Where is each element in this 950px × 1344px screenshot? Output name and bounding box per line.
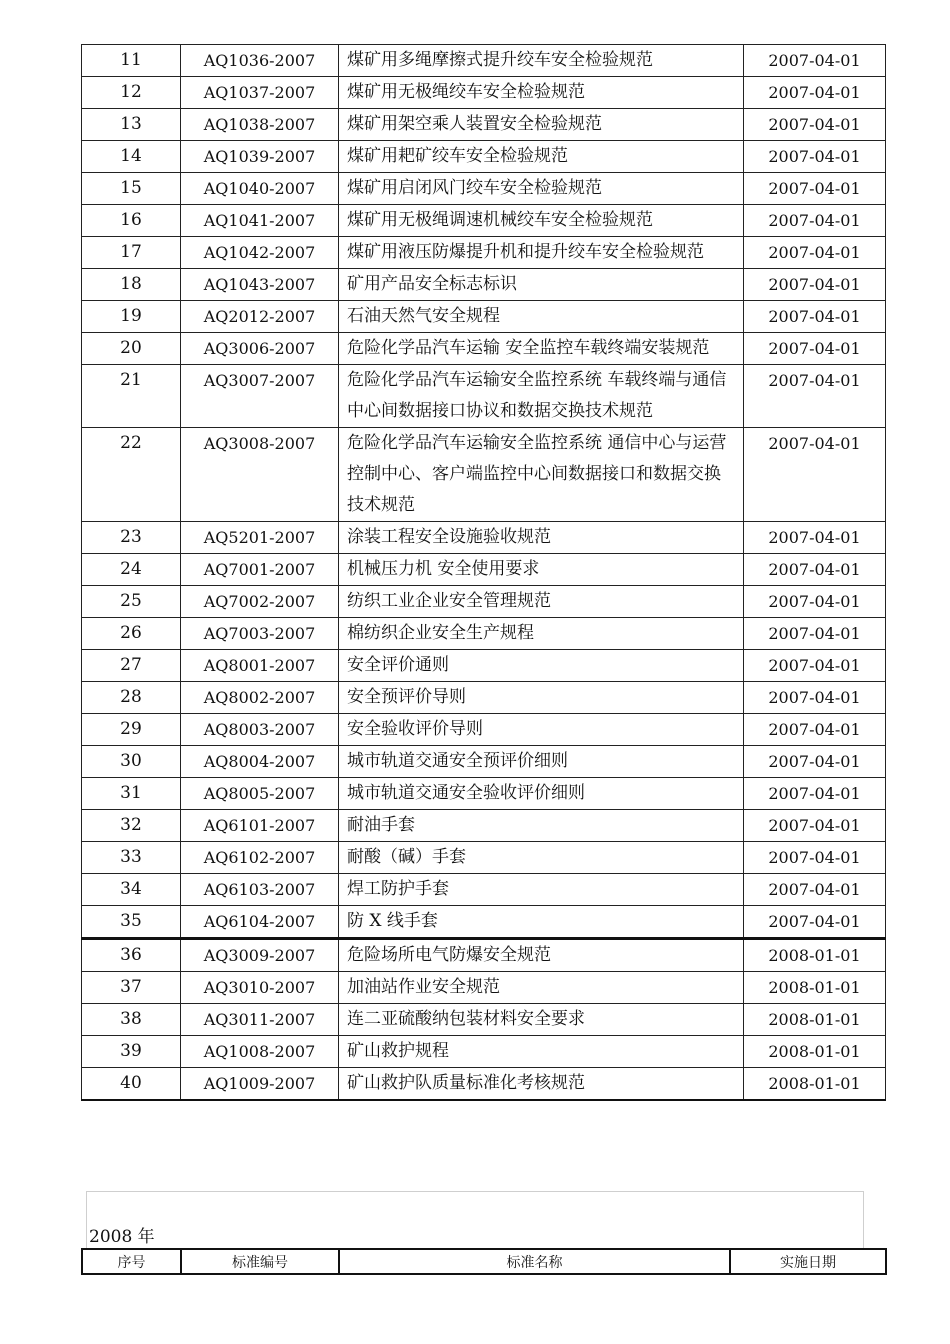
cell-code: AQ3011-2007 [181, 1004, 339, 1036]
cell-code: AQ7002-2007 [181, 586, 339, 618]
cell-name: 纺织工业企业安全管理规范 [339, 586, 744, 618]
cell-no: 27 [82, 650, 181, 682]
cell-date: 2007-04-01 [744, 205, 886, 237]
cell-name: 焊工防护手套 [339, 874, 744, 906]
table-row [82, 746, 886, 778]
table-row [82, 714, 886, 746]
cell-no: 15 [82, 173, 181, 205]
cell-date: 2007-04-01 [744, 874, 886, 906]
cell-code: AQ8002-2007 [181, 682, 339, 714]
cell-no: 30 [82, 746, 181, 778]
cell-date: 2007-04-01 [744, 428, 886, 522]
cell-date: 2008-01-01 [744, 1004, 886, 1036]
standards-table [81, 44, 886, 1101]
cell-code: AQ1041-2007 [181, 205, 339, 237]
cell-name: 危险化学品汽车运输安全监控系统 车载终端与通信中心间数据接口协议和数据交换技术规范 [339, 365, 744, 428]
cell-date: 2007-04-01 [744, 301, 886, 333]
cell-code: AQ6102-2007 [181, 842, 339, 874]
cell-code: AQ3010-2007 [181, 972, 339, 1004]
cell-code: AQ6104-2007 [181, 906, 339, 939]
cell-name: 城市轨道交通安全预评价细则 [339, 746, 744, 778]
cell-code: AQ7003-2007 [181, 618, 339, 650]
cell-name: 机械压力机 安全使用要求 [339, 554, 744, 586]
table-row [82, 45, 886, 77]
header-no: 序号 [82, 1249, 181, 1274]
table-row [82, 939, 886, 972]
table-row [82, 237, 886, 269]
table-row [82, 650, 886, 682]
cell-code: AQ1038-2007 [181, 109, 339, 141]
cell-date: 2007-04-01 [744, 141, 886, 173]
header-name: 标准名称 [339, 1249, 730, 1274]
cell-name: 连二亚硫酸纳包装材料安全要求 [339, 1004, 744, 1036]
cell-code: AQ1039-2007 [181, 141, 339, 173]
cell-date: 2007-04-01 [744, 778, 886, 810]
cell-code: AQ6103-2007 [181, 874, 339, 906]
cell-no: 28 [82, 682, 181, 714]
cell-date: 2008-01-01 [744, 1036, 886, 1068]
header-code: 标准编号 [181, 1249, 339, 1274]
cell-no: 18 [82, 269, 181, 301]
cell-date: 2008-01-01 [744, 1068, 886, 1101]
cell-no: 32 [82, 810, 181, 842]
cell-no: 19 [82, 301, 181, 333]
table-row [82, 333, 886, 365]
cell-name: 耐油手套 [339, 810, 744, 842]
cell-no: 17 [82, 237, 181, 269]
cell-date: 2007-04-01 [744, 554, 886, 586]
cell-name: 安全评价通则 [339, 650, 744, 682]
cell-name: 危险化学品汽车运输 安全监控车载终端安装规范 [339, 333, 744, 365]
table-row [82, 810, 886, 842]
cell-name: 涂装工程安全设施验收规范 [339, 522, 744, 554]
cell-no: 31 [82, 778, 181, 810]
table-row [82, 906, 886, 939]
cell-name: 煤矿用架空乘人装置安全检验规范 [339, 109, 744, 141]
cell-no: 20 [82, 333, 181, 365]
cell-date: 2008-01-01 [744, 972, 886, 1004]
cell-no: 39 [82, 1036, 181, 1068]
table-row [82, 77, 886, 109]
cell-code: AQ6101-2007 [181, 810, 339, 842]
cell-no: 29 [82, 714, 181, 746]
cell-code: AQ1042-2007 [181, 237, 339, 269]
cell-date: 2007-04-01 [744, 45, 886, 77]
table-row [82, 842, 886, 874]
cell-no: 21 [82, 365, 181, 428]
table-row [82, 428, 886, 522]
cell-no: 26 [82, 618, 181, 650]
cell-date: 2008-01-01 [744, 939, 886, 972]
cell-no: 14 [82, 141, 181, 173]
table-row [82, 365, 886, 428]
cell-date: 2007-04-01 [744, 650, 886, 682]
table-row [82, 173, 886, 205]
cell-name: 煤矿用耙矿绞车安全检验规范 [339, 141, 744, 173]
cell-name: 石油天然气安全规程 [339, 301, 744, 333]
cell-no: 12 [82, 77, 181, 109]
cell-name: 加油站作业安全规范 [339, 972, 744, 1004]
table-row [82, 874, 886, 906]
cell-code: AQ8004-2007 [181, 746, 339, 778]
cell-name: 煤矿用多绳摩擦式提升绞车安全检验规范 [339, 45, 744, 77]
cell-no: 25 [82, 586, 181, 618]
cell-date: 2007-04-01 [744, 842, 886, 874]
cell-name: 安全验收评价导则 [339, 714, 744, 746]
next-table-header [81, 1248, 887, 1275]
cell-no: 11 [82, 45, 181, 77]
cell-date: 2007-04-01 [744, 618, 886, 650]
cell-code: AQ8005-2007 [181, 778, 339, 810]
cell-code: AQ1009-2007 [181, 1068, 339, 1101]
cell-name: 城市轨道交通安全验收评价细则 [339, 778, 744, 810]
cell-name: 棉纺织企业安全生产规程 [339, 618, 744, 650]
cell-code: AQ5201-2007 [181, 522, 339, 554]
cell-name: 安全预评价导则 [339, 682, 744, 714]
table-row [82, 269, 886, 301]
cell-name: 煤矿用无极绳绞车安全检验规范 [339, 77, 744, 109]
table-row [82, 682, 886, 714]
cell-name: 危险化学品汽车运输安全监控系统 通信中心与运营控制中心、客户端监控中心间数据接口和数据交换技术规范 [339, 428, 744, 522]
year-heading: 2008 年 [89, 1227, 155, 1247]
header-row [82, 1249, 886, 1274]
cell-name: 矿山救护规程 [339, 1036, 744, 1068]
cell-date: 2007-04-01 [744, 522, 886, 554]
cell-code: AQ2012-2007 [181, 301, 339, 333]
cell-no: 24 [82, 554, 181, 586]
cell-code: AQ1008-2007 [181, 1036, 339, 1068]
cell-date: 2007-04-01 [744, 237, 886, 269]
cell-code: AQ3008-2007 [181, 428, 339, 522]
cell-name: 煤矿用无极绳调速机械绞车安全检验规范 [339, 205, 744, 237]
cell-date: 2007-04-01 [744, 682, 886, 714]
cell-no: 22 [82, 428, 181, 522]
header-date: 实施日期 [730, 1249, 886, 1274]
cell-code: AQ3009-2007 [181, 939, 339, 972]
cell-date: 2007-04-01 [744, 77, 886, 109]
table-row [82, 141, 886, 173]
cell-no: 35 [82, 906, 181, 939]
cell-code: AQ1037-2007 [181, 77, 339, 109]
table-row [82, 1036, 886, 1068]
cell-code: AQ8001-2007 [181, 650, 339, 682]
year-section-box [86, 1191, 864, 1249]
table-row [82, 972, 886, 1004]
cell-no: 36 [82, 939, 181, 972]
table-row [82, 301, 886, 333]
cell-no: 34 [82, 874, 181, 906]
cell-no: 37 [82, 972, 181, 1004]
cell-name: 煤矿用液压防爆提升机和提升绞车安全检验规范 [339, 237, 744, 269]
cell-date: 2007-04-01 [744, 810, 886, 842]
table-row [82, 778, 886, 810]
cell-no: 38 [82, 1004, 181, 1036]
cell-no: 13 [82, 109, 181, 141]
cell-no: 40 [82, 1068, 181, 1101]
cell-name: 矿用产品安全标志标识 [339, 269, 744, 301]
cell-name: 煤矿用启闭风门绞车安全检验规范 [339, 173, 744, 205]
table-row [82, 618, 886, 650]
cell-no: 16 [82, 205, 181, 237]
cell-date: 2007-04-01 [744, 109, 886, 141]
table-row [82, 522, 886, 554]
cell-code: AQ3006-2007 [181, 333, 339, 365]
cell-name: 危险场所电气防爆安全规范 [339, 939, 744, 972]
table-row [82, 1068, 886, 1101]
cell-code: AQ7001-2007 [181, 554, 339, 586]
cell-code: AQ1043-2007 [181, 269, 339, 301]
cell-name: 防 X 线手套 [339, 906, 744, 939]
table-row [82, 205, 886, 237]
cell-code: AQ1040-2007 [181, 173, 339, 205]
cell-name: 耐酸（碱）手套 [339, 842, 744, 874]
table-row [82, 554, 886, 586]
table-row [82, 586, 886, 618]
cell-name: 矿山救护队质量标准化考核规范 [339, 1068, 744, 1101]
cell-date: 2007-04-01 [744, 746, 886, 778]
cell-no: 33 [82, 842, 181, 874]
table-row [82, 1004, 886, 1036]
cell-date: 2007-04-01 [744, 365, 886, 428]
cell-date: 2007-04-01 [744, 173, 886, 205]
table-row [82, 109, 886, 141]
cell-date: 2007-04-01 [744, 269, 886, 301]
cell-date: 2007-04-01 [744, 714, 886, 746]
cell-no: 23 [82, 522, 181, 554]
cell-date: 2007-04-01 [744, 586, 886, 618]
cell-date: 2007-04-01 [744, 333, 886, 365]
cell-code: AQ1036-2007 [181, 45, 339, 77]
cell-date: 2007-04-01 [744, 906, 886, 939]
cell-code: AQ3007-2007 [181, 365, 339, 428]
cell-code: AQ8003-2007 [181, 714, 339, 746]
